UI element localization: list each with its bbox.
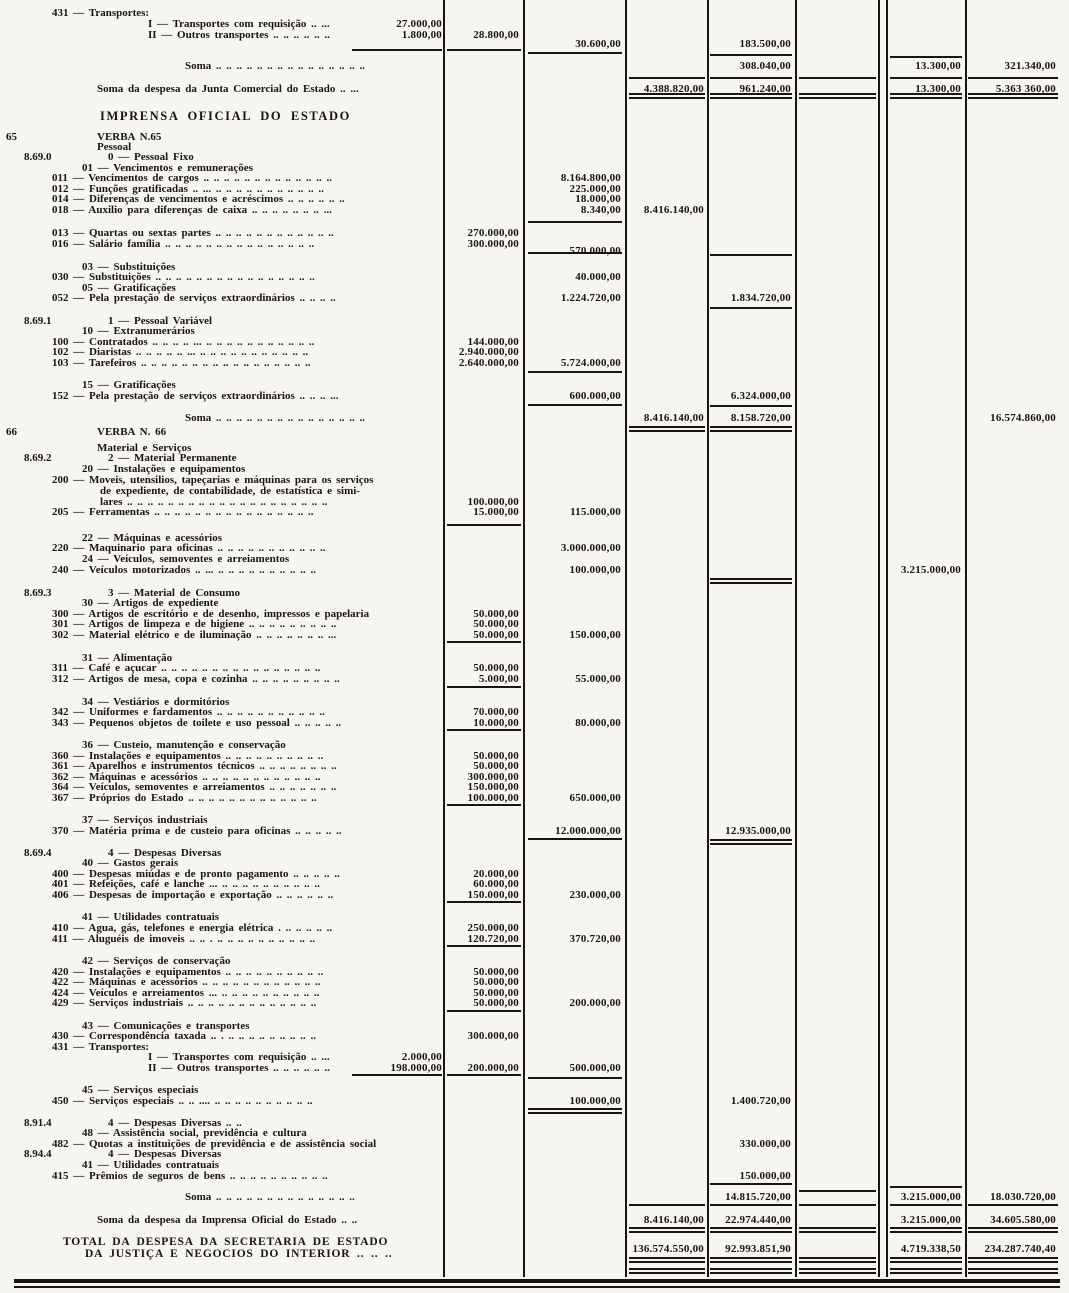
table-row — [0, 718, 1069, 731]
row-text: 415 — Prêmios de seguros de bens .. .. .. .. .. .. .. .. .. .. — [52, 1171, 328, 1182]
row-text: 40 — Gastos gerais — [82, 858, 179, 869]
amount-col7: 34.605.580,00 — [990, 1214, 1056, 1226]
row-text: 300 — Artigos de escritório e de desenho, impressos e papelaria — [52, 609, 370, 620]
inline-amount: 2.000,00 — [401, 1051, 442, 1063]
row-text: 103 — Tarefeiros .. .. .. .. .. .. .. .. .. .. .. .. .. .. .. .. .. — [52, 358, 311, 369]
sum-rule — [710, 97, 792, 99]
row-text: 013 — Quartas ou sextas partes .. .. .. .. .. .. .. .. .. .. .. .. — [52, 228, 334, 239]
amount-col4: 6.324.000,00 — [730, 390, 791, 402]
row-text: 220 — Maquinario para oficinas .. .. .. .. .. .. .. .. .. .. .. — [52, 543, 326, 554]
row-text: 102 — Diaristas .. .. .. .. .. ... .. .. .. .. .. .. .. .. .. .. .. — [52, 347, 309, 358]
amount-col6: 3.215.000,00 — [900, 564, 961, 576]
amount-col6: 3.215.000,00 — [900, 1191, 961, 1203]
table-row — [0, 934, 1069, 947]
amount-col6: 4.719.338,50 — [900, 1243, 961, 1255]
amount-col1: 50.000,00 — [473, 760, 519, 772]
amount-col2: 100.000,00 — [569, 1095, 621, 1107]
table-row — [0, 293, 1069, 306]
table-row — [0, 674, 1069, 687]
amount-col6: 3.215.000,00 — [900, 1214, 961, 1226]
row-text: 482 — Quotas a instituições de previdência e de assistência social — [52, 1139, 377, 1150]
row-text: de expediente, de contabilidade, de estatística e simi- — [100, 486, 360, 497]
amount-col1: 300.000,00 — [467, 238, 519, 250]
row-text: 420 — Instalações e equipamentos .. .. .. .. .. .. .. .. .. .. — [52, 967, 324, 978]
amount-col4: 92.993.851,90 — [725, 1243, 791, 1255]
row-text: 301 — Artigos de limpeza e de higiene .. .. .. .. .. .. .. .. .. — [52, 619, 337, 630]
amount-col1: 50.000,00 — [473, 618, 519, 630]
amount-col3: 8.416.140,00 — [643, 1214, 704, 1226]
margin-code: 65 — [6, 131, 17, 143]
amount-col1: 300.000,00 — [467, 771, 519, 783]
row-text: Soma .. .. .. .. .. .. .. .. .. .. .. .. .. .. .. — [185, 413, 366, 424]
sum-rule — [799, 77, 876, 79]
sum-rule — [890, 77, 962, 79]
margin-code: 66 — [6, 426, 17, 438]
table-row — [0, 826, 1069, 839]
amount-col2: 3.000.000,00 — [560, 542, 621, 554]
sum-rule — [890, 56, 962, 58]
sum-rule — [890, 97, 962, 99]
table-row — [0, 61, 1069, 74]
row-text: 411 — Aluguéis de imoveis .. .. . .. .. .. .. .. .. .. .. .. .. — [52, 934, 316, 945]
sum-rule — [968, 1272, 1058, 1274]
amount-col1: 50.000,00 — [473, 608, 519, 620]
row-text: 240 — Veículos motorizados .. ... .. .. .. .. .. .. .. .. .. .. — [52, 565, 317, 576]
amount-col1: 70.000,00 — [473, 706, 519, 718]
amount-col1: 150.000,00 — [467, 889, 519, 901]
row-text: 030 — Substituições .. .. .. .. .. .. .. .. .. .. .. .. .. .. .. .. — [52, 272, 315, 283]
amount-col7: 16.574.860,00 — [990, 412, 1056, 424]
amount-col7: 234.287.740,40 — [984, 1243, 1056, 1255]
amount-col6: 13.300,00 — [915, 60, 961, 72]
amount-col2: 8.340,00 — [580, 204, 621, 216]
row-text: 302 — Material elétrico e de iluminação .. .. .. .. .. .. .. ... — [52, 630, 337, 641]
row-text: 018 — Auxilio para diferenças de caixa .. .. .. .. .. .. .. ... — [52, 205, 332, 216]
table-row — [0, 565, 1069, 578]
row-text: 15 — Gratificações — [82, 380, 176, 391]
row-text: 200 — Moveis, utensilios, tapeçarias e máquinas para os serviços — [52, 475, 374, 486]
row-text: 364 — Veículos, semoventes e arreiamentos .. .. .. .. .. .. .. — [52, 782, 337, 793]
table-row — [0, 1215, 1069, 1228]
amount-col2: 1.224.720,00 — [560, 292, 621, 304]
amount-col4: 1.400.720,00 — [730, 1095, 791, 1107]
sum-rule — [528, 371, 622, 373]
sum-rule — [710, 843, 792, 845]
table-row — [0, 1063, 1069, 1076]
page-bottom-border — [14, 1279, 1060, 1283]
sum-rule — [528, 404, 622, 406]
table-row — [0, 1192, 1069, 1205]
sum-rule — [968, 97, 1058, 99]
amount-col2: 40.000,00 — [575, 271, 621, 283]
row-text: 361 — Aparelhos e instrumentos técnicos .. .. .. .. .. .. .. .. — [52, 761, 337, 772]
row-text: Soma da despesa da Junta Comercial do Estado .. ... — [97, 84, 359, 95]
row-text: 45 — Serviços especiais — [82, 1085, 199, 1096]
table-row — [0, 630, 1069, 643]
row-text: 422 — Máquinas e acessórios .. .. .. .. .. .. .. .. .. .. .. .. — [52, 977, 321, 988]
amount-col4: 12.935.000,00 — [725, 825, 791, 837]
row-text: Soma da despesa da Imprensa Oficial do Estado .. .. — [97, 1215, 358, 1226]
row-text: 31 — Alimentação — [82, 653, 173, 664]
row-text: II — Outros transportes .. .. .. .. .. .. — [148, 30, 330, 41]
amount-col1: 120.720,00 — [467, 933, 519, 945]
row-text: 0 — Pessoal Fixo — [108, 152, 194, 163]
amount-col3: 8.416.140,00 — [643, 412, 704, 424]
table-row — [0, 84, 1069, 97]
amount-col4: 330.000,00 — [739, 1138, 791, 1150]
amount-col4: 8.158.720,00 — [730, 412, 791, 424]
row-text: 34 — Vestiários e dormitórios — [82, 697, 230, 708]
row-text: Soma .. .. .. .. .. .. .. .. .. .. .. .. .. .. .. — [185, 61, 366, 72]
row-text: 30 — Artigos de expediente — [82, 598, 219, 609]
row-text: 011 — Vencimentos de cargos .. .. .. .. .. .. .. .. .. .. .. .. .. — [52, 173, 332, 184]
row-text: 36 — Custeio, manutenção e conservação — [82, 740, 286, 751]
amount-col2: 570.000,00 — [569, 245, 621, 257]
sum-rule — [968, 77, 1058, 79]
amount-col2: 30.600,00 — [575, 38, 621, 50]
amount-col2: 8.164.800,00 — [560, 172, 621, 184]
sum-rule — [710, 54, 792, 56]
amount-col1: 2.640.000,00 — [458, 357, 519, 369]
amount-col2: 115.000,00 — [570, 506, 621, 518]
amount-col2: 80.000,00 — [575, 717, 621, 729]
table-row — [0, 890, 1069, 903]
row-text: 42 — Serviços de conservação — [82, 956, 231, 967]
row-text: I — Transportes com requisição .. ... — [148, 1052, 330, 1063]
amount-col1: 5.000,00 — [478, 673, 519, 685]
row-text: 05 — Gratificações — [82, 283, 176, 294]
row-text: 41 — Utilidades contratuais — [82, 1160, 220, 1171]
amount-col1: 50.000,00 — [473, 976, 519, 988]
sum-rule — [528, 52, 622, 54]
row-text: 429 — Serviços industriais .. .. .. .. .. .. .. .. .. .. .. .. .. — [52, 998, 317, 1009]
inline-amount: 27.000,00 — [396, 18, 442, 30]
amount-col1: 20.000,00 — [473, 868, 519, 880]
amount-col2: 370.720,00 — [569, 933, 621, 945]
amount-col1: 144.000,00 — [467, 336, 519, 348]
row-text: 03 — Substituições — [82, 262, 176, 273]
row-text: 2 — Material Permanente — [108, 453, 237, 464]
margin-code: 8.91.4 — [24, 1117, 52, 1129]
amount-col1: 60.000,00 — [473, 878, 519, 890]
sum-rule — [710, 1231, 792, 1233]
sum-rule — [528, 221, 622, 223]
amount-col4: 961.240,00 — [739, 83, 791, 95]
page-bottom-border — [14, 1286, 1060, 1288]
amount-col2: 18.000,00 — [575, 193, 621, 205]
amount-col1: 100.000,00 — [467, 496, 519, 508]
row-text: 016 — Salário família .. .. .. .. .. .. .. .. .. .. .. .. .. .. .. — [52, 239, 315, 250]
row-text: 450 — Serviços especiais .. .. .... .. .. .. .. .. .. .. .. .. .. — [52, 1096, 313, 1107]
amount-col1: 270.000,00 — [467, 227, 519, 239]
amount-col1: 50.000,00 — [473, 750, 519, 762]
margin-code: 8.69.3 — [24, 587, 52, 599]
sum-rule — [710, 1268, 792, 1270]
table-row — [0, 793, 1069, 806]
sum-rule — [710, 839, 792, 841]
amount-col1: 300.000,00 — [467, 1030, 519, 1042]
sum-rule — [710, 582, 792, 584]
sum-rule — [799, 1268, 876, 1270]
row-text: 343 — Pequenos objetos de toilete e uso pessoal .. .. .. .. .. — [52, 718, 342, 729]
inline-amount: 198.000,00 — [390, 1062, 442, 1074]
amount-col2: 12.000.000,00 — [555, 825, 621, 837]
sum-rule — [968, 1268, 1058, 1270]
row-text: 4 — Despesas Diversas — [108, 1149, 222, 1160]
amount-col4: 183.500,00 — [739, 38, 791, 50]
amount-col1: 200.000,00 — [467, 1062, 519, 1074]
table-row — [0, 413, 1069, 426]
table-row — [0, 1171, 1069, 1184]
sum-rule — [890, 1231, 962, 1233]
row-text: 410 — Agua, gás, telefones e energia elétrica . .. .. .. .. .. — [52, 923, 333, 934]
row-text: 205 — Ferramentas .. .. .. .. .. .. .. .. .. .. .. .. .. .. .. .. — [52, 507, 314, 518]
amount-col2: 100.000,00 — [569, 564, 621, 576]
amount-col6: 13.300,00 — [915, 83, 961, 95]
sum-rule — [710, 405, 792, 407]
table-row — [0, 205, 1069, 218]
row-text: 052 — Pela prestação de serviços extraordinários .. .. .. .. — [52, 293, 336, 304]
amount-col2: 230.000,00 — [569, 889, 621, 901]
amount-col1: 2.940.000,00 — [458, 346, 519, 358]
sum-rule — [447, 524, 521, 526]
amount-col2: 500.000,00 — [569, 1062, 621, 1074]
table-row — [0, 1249, 1069, 1262]
row-text: 01 — Vencimentos e remunerações — [82, 163, 253, 174]
sum-rule — [710, 307, 792, 309]
amount-col1: 50.000,00 — [473, 987, 519, 999]
row-text: II — Outros transportes .. .. .. .. .. .. — [148, 1063, 330, 1074]
row-text: Soma .. .. .. .. .. .. .. .. .. .. .. .. .. .. — [185, 1192, 355, 1203]
row-text: 41 — Utilidades contratuais — [82, 912, 220, 923]
amount-col1: 50.000,00 — [473, 662, 519, 674]
amount-col4: 1.834.720,00 — [730, 292, 791, 304]
margin-code: 8.69.1 — [24, 315, 52, 327]
sum-rule — [629, 1268, 705, 1270]
amount-col3: 8.416.140,00 — [643, 204, 704, 216]
row-text: 406 — Despesas de importação e exportação .. .. .. .. .. .. — [52, 890, 334, 901]
inline-amount: 1.800,00 — [401, 29, 442, 41]
sum-rule — [710, 1272, 792, 1274]
row-text: 342 — Uniformes e fardamentos .. .. .. .. .. .. .. .. .. .. .. — [52, 707, 325, 718]
amount-col1: 100.000,00 — [467, 792, 519, 804]
row-text: 311 — Café e açucar .. .. .. .. .. .. .. .. .. .. .. .. .. .. .. .. — [52, 663, 321, 674]
sum-rule — [710, 578, 792, 580]
row-text: 431 — Transportes: — [52, 8, 150, 19]
amount-col2: 150.000,00 — [569, 629, 621, 641]
row-text: 152 — Pela prestação de serviços extraordinários .. .. .. ... — [52, 391, 339, 402]
row-text: 401 — Refeições, café e lanche ... .. .. .. .. .. .. .. .. .. .. — [52, 879, 320, 890]
row-text: TOTAL DA DESPESA DA SECRETARIA DE ESTADO — [63, 1237, 389, 1248]
row-text: 43 — Comunicações e transportes — [82, 1021, 250, 1032]
amount-col4: 308.040,00 — [739, 60, 791, 72]
margin-code: 8.94.4 — [24, 1148, 52, 1160]
row-text: 014 — Diferenças de vencimentos e acréscimos .. .. .. .. .. .. — [52, 194, 345, 205]
table-row — [0, 507, 1069, 520]
margin-code: 8.69.4 — [24, 847, 52, 859]
table-row — [0, 246, 1069, 259]
table-row — [0, 998, 1069, 1011]
sum-rule — [629, 97, 705, 99]
row-text: 22 — Máquinas e acessórios — [82, 533, 222, 544]
margin-code: 8.69.0 — [24, 151, 52, 163]
row-text: 4 — Despesas Diversas .. .. — [108, 1118, 242, 1129]
amount-col4: 150.000,00 — [739, 1170, 791, 1182]
amount-col1: 150.000,00 — [467, 781, 519, 793]
row-text: lares .. .. .. .. .. .. .. .. .. .. .. .. .. .. .. .. .. .. .. .. — [100, 497, 328, 508]
amount-col2: 55.000,00 — [575, 673, 621, 685]
row-text: 1 — Pessoal Variável — [108, 316, 213, 327]
amount-col2: 200.000,00 — [569, 997, 621, 1009]
sum-rule — [528, 1077, 622, 1079]
sum-rule — [890, 1268, 962, 1270]
sum-rule — [890, 1272, 962, 1274]
row-text: 10 — Extranumerários — [82, 326, 195, 337]
row-text: 012 — Funções gratificadas .. ... .. .. .. .. .. .. .. .. .. .. .. — [52, 184, 324, 195]
row-text: VERBA N.65 — [97, 132, 162, 143]
amount-col1: 50.000,00 — [473, 629, 519, 641]
amount-col2: 225.000,00 — [569, 183, 621, 195]
row-text: Material e Serviços — [97, 443, 192, 454]
row-text: 370 — Matéria prima e de custeio para oficinas .. .. .. .. .. — [52, 826, 342, 837]
margin-code: 8.69.2 — [24, 452, 52, 464]
row-text: 3 — Material de Consumo — [108, 588, 241, 599]
row-text: 424 — Veículos e arreiamentos ... .. .. .. .. .. .. .. .. .. .. — [52, 988, 320, 999]
amount-col1: 50.000,00 — [473, 966, 519, 978]
sum-rule — [629, 1272, 705, 1274]
sum-rule — [799, 1272, 876, 1274]
sum-rule — [968, 1231, 1058, 1233]
amount-col4: 14.815.720,00 — [725, 1191, 791, 1203]
row-text: 48 — Assistência social, previdência e cultura — [82, 1128, 307, 1139]
row-text: 24 — Veículos, semoventes e arreiamentos — [82, 554, 290, 565]
amount-col2: 650.000,00 — [569, 792, 621, 804]
table-row — [0, 391, 1069, 404]
row-text: 430 — Correspondência taxada .. . .. .. .. .. .. .. .. .. .. — [52, 1031, 316, 1042]
sum-rule — [799, 97, 876, 99]
amount-col7: 18.030.720,00 — [990, 1191, 1056, 1203]
row-text: 360 — Instalações e equipamentos .. .. .. .. .. .. .. .. .. .. — [52, 751, 324, 762]
row-text: 4 — Despesas Diversas — [108, 848, 222, 859]
sum-rule — [629, 1231, 705, 1233]
amount-col7: 321.340,00 — [1004, 60, 1056, 72]
amount-col7: 5.363 360,00 — [995, 83, 1056, 95]
row-text: 362 — Máquinas e acessórios .. .. .. .. .. .. .. .. .. .. .. .. — [52, 772, 321, 783]
row-text: 400 — Despesas miúdas e de pronto pagamento .. .. .. .. .. — [52, 869, 340, 880]
amount-col4: 22.974.440,00 — [725, 1214, 791, 1226]
sum-rule — [528, 1112, 622, 1114]
amount-col2: 600.000,00 — [569, 390, 621, 402]
amount-col1: 10.000,00 — [473, 717, 519, 729]
table-row — [0, 1096, 1069, 1109]
table-row — [0, 39, 1069, 52]
table-row — [0, 111, 1069, 124]
sum-rule — [799, 1231, 876, 1233]
row-text: IMPRENSA OFICIAL DO ESTADO — [100, 111, 351, 122]
sum-rule — [710, 77, 792, 79]
table-row — [0, 427, 1069, 440]
row-text: 367 — Próprios do Estado .. .. .. .. .. .. .. .. .. .. .. .. .. — [52, 793, 317, 804]
sum-rule — [629, 77, 705, 79]
amount-col3: 4.388.820,00 — [643, 83, 704, 95]
row-text: 431 — Transportes: — [52, 1042, 150, 1053]
amount-col1: 28.800,00 — [473, 29, 519, 41]
table-row — [0, 358, 1069, 371]
row-text: Pessoal — [97, 142, 132, 153]
row-text: 100 — Contratados .. .. .. .. ... .. .. .. .. .. .. .. .. .. .. .. — [52, 337, 315, 348]
row-text: 37 — Serviços industriais — [82, 815, 208, 826]
row-text: DA JUSTIÇA E NEGÓCIOS DO INTERIOR .. .. .. — [85, 1249, 393, 1260]
row-text: I — Transportes com requisição .. ... — [148, 19, 330, 30]
amount-col1: 250.000,00 — [467, 922, 519, 934]
row-text: VERBA N. 66 — [97, 427, 167, 438]
row-text: 312 — Artigos de mesa, copa e cozinha .. .. .. .. .. .. .. .. .. — [52, 674, 340, 685]
amount-col2: 5.724.000,00 — [560, 357, 621, 369]
amount-col3: 136.574.550,00 — [632, 1243, 704, 1255]
row-text: 20 — Instalações e equipamentos — [82, 464, 246, 475]
amount-col1: 15.000,00 — [473, 506, 519, 518]
amount-col1: 50.000,00 — [473, 997, 519, 1009]
sum-rule — [890, 1186, 962, 1188]
